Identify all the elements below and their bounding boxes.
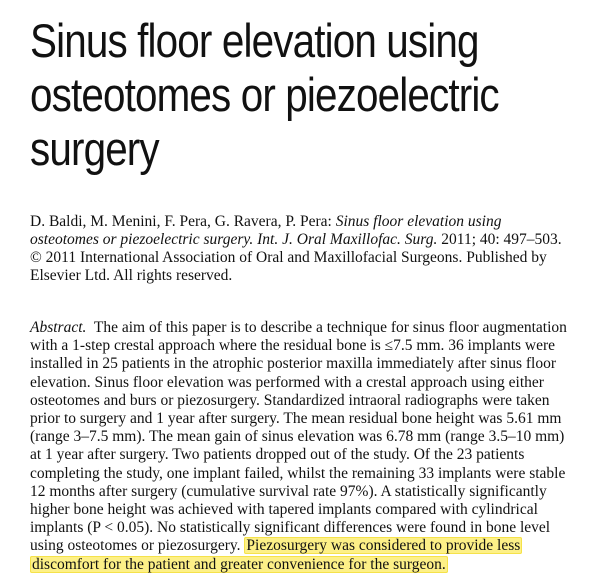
abstract-line-14	[30, 556, 590, 574]
title-line-2: osteotomes or piezoelectric	[30, 68, 499, 121]
abstract-block	[30, 319, 590, 574]
abstract-text-line: The aim of this paper is to describe a technique for sinus floor augmentation	[86, 319, 567, 336]
abstract-text-line: 12 months after surgery (cumulative survival rate 97%). A statistically significantly	[30, 482, 547, 500]
citation-line-1	[30, 213, 590, 231]
abstract-text-line: implants (P < 0.05). No statistically significant differences were found in bone level	[30, 519, 551, 537]
citation-publisher: Elsevier Ltd. All rights reserved.	[30, 267, 233, 284]
citation-article-title-part1: Sinus floor elevation using	[335, 213, 502, 230]
title-line-1: Sinus floor elevation using	[30, 14, 479, 67]
paper-title	[30, 14, 512, 176]
abstract-text-line: completing the study, one implant failed, whilst the remaining 33 implants were stable	[30, 464, 566, 482]
abstract-text-line: osteotomes and burs or piezosurgery. Standardized intraoral radiographs were taken	[30, 391, 550, 409]
highlighted-text: discomfort for the patient and greater convenience for the surgeon.	[32, 555, 446, 573]
title-line-3: surgery	[30, 122, 159, 175]
citation-copyright: © 2011 International Association of Oral and Maxillofacial Surgeons. Published by	[30, 249, 547, 266]
citation-article-title-part2: osteotomes or piezoelectric surgery. Int. J. Oral Maxillofac. Surg.	[30, 231, 438, 248]
abstract-text-plain: using osteotomes or piezosurgery.	[30, 537, 245, 555]
abstract-text-line: with a 1-step crestal approach where the residual bone is ≤7.5 mm. 36 implants were	[30, 337, 556, 355]
abstract-text-line: prior to surgery and 1 year after surgery. The mean residual bone height was 5.61 mm	[30, 410, 562, 428]
abstract-text-line: at 1 year after surgery. Two patients dropped out of the study. Of the 23 patients	[30, 446, 525, 464]
abstract-label: Abstract.	[30, 319, 87, 336]
abstract-text-line: higher bone height was achieved with tapered implants compared with cylindrical	[30, 501, 538, 519]
citation-volume-pages: 2011; 40: 497–503.	[437, 231, 562, 248]
citation-block	[30, 213, 590, 285]
abstract-text-line: installed in 25 patients in the atrophic posterior maxilla immediately after sinus floor	[30, 355, 557, 373]
citation-authors: D. Baldi, M. Menini, F. Pera, G. Ravera, P. Pera:	[30, 213, 336, 230]
highlighted-text: Piezosurgery was considered to provide less	[246, 537, 521, 555]
abstract-text-line: elevation. Sinus floor elevation was performed with a crestal approach using either	[30, 373, 544, 391]
abstract-text-line: (range 3–7.5 mm). The mean gain of sinus elevation was 6.78 mm (range 3.5–10 mm)	[30, 428, 565, 446]
abstract-line-13	[30, 537, 590, 555]
abstract-line-1	[30, 319, 590, 337]
citation-line-2	[30, 231, 590, 249]
